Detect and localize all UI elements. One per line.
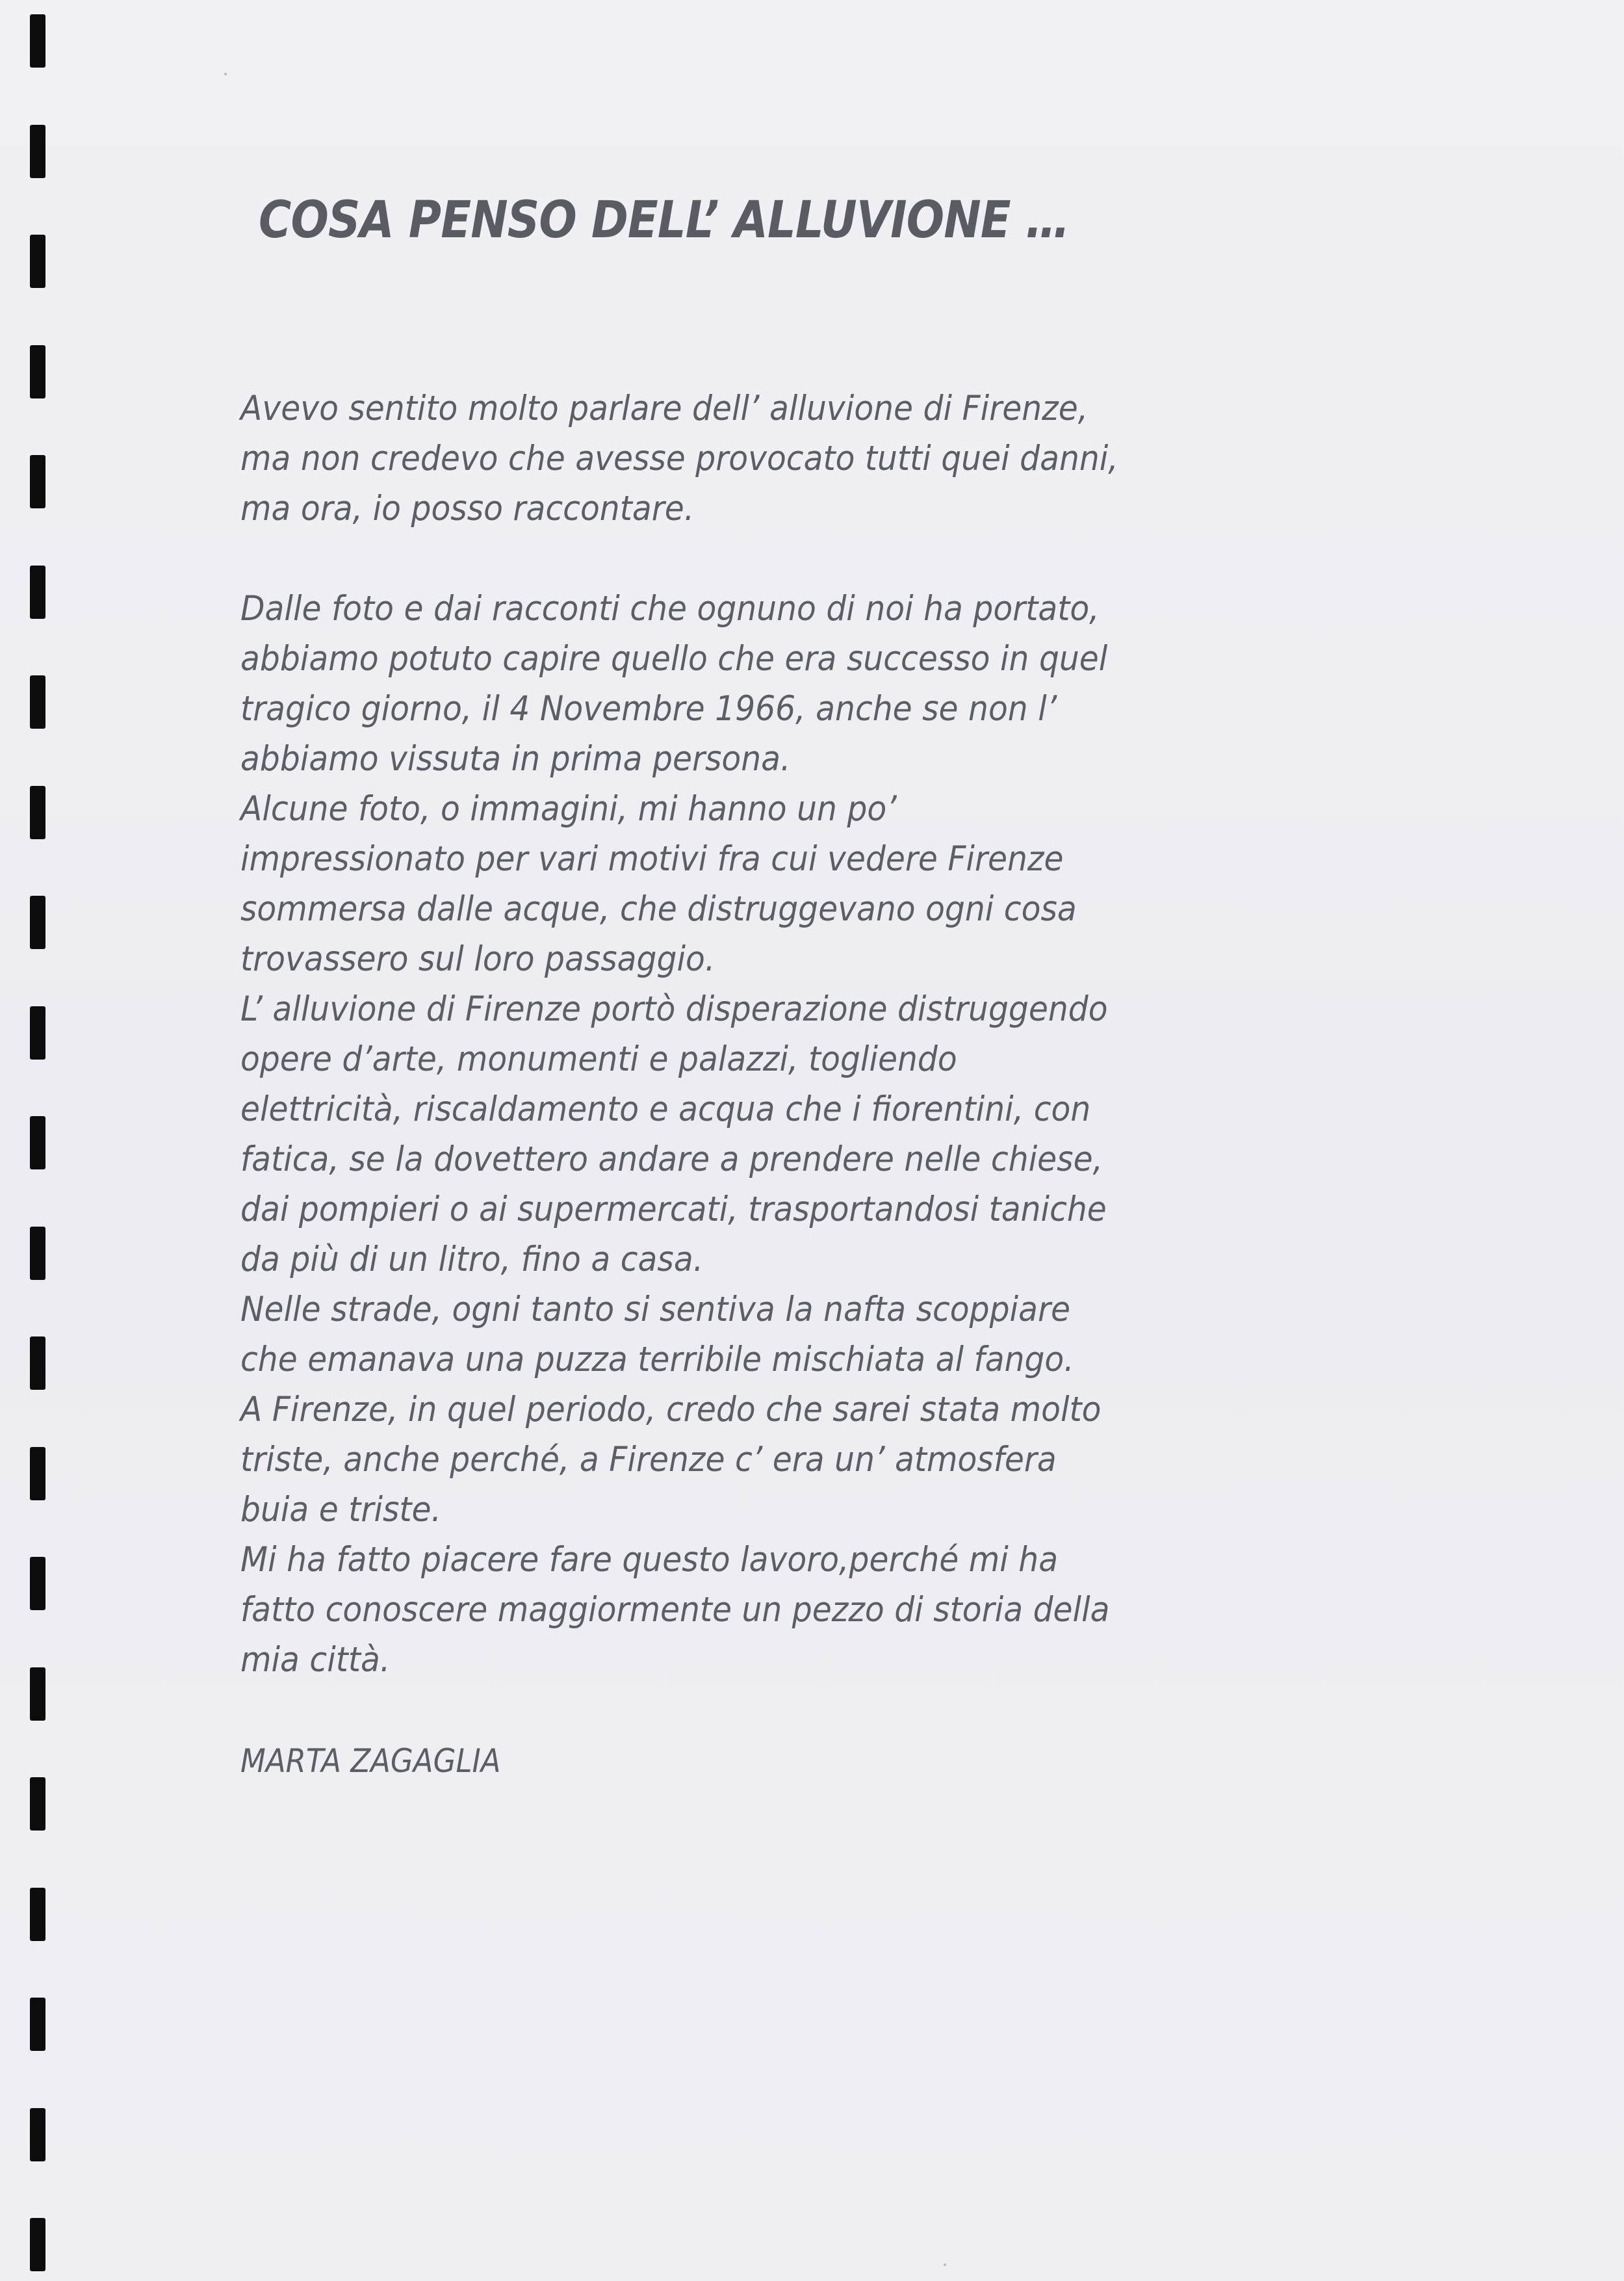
author-signature: MARTA ZAGAGLIA	[240, 1742, 501, 1780]
text-line: Nelle strade, ogni tanto si sentiva la nafta scoppiare	[240, 1290, 1071, 1329]
text-line: abbiamo vissuta in prima persona.	[240, 739, 791, 779]
binding-hole	[30, 345, 45, 398]
binding-hole	[30, 1998, 45, 2051]
text-line: ma non credevo che avesse provocato tutti quei danni,	[240, 439, 1118, 478]
binding-hole	[30, 1336, 45, 1390]
text-line: elettricità, riscaldamento e acqua che i fiorentini, con	[240, 1089, 1091, 1129]
text-line: impressionato per vari motivi fra cui vedere Firenze	[240, 839, 1064, 879]
binding-hole	[30, 1888, 45, 1941]
text-line: trovassero sul loro passaggio.	[240, 939, 715, 979]
text-line: fatica, se la dovettero andare a prendere nelle chiese,	[240, 1140, 1103, 1179]
binding-hole	[30, 1006, 45, 1060]
text-line: L’ alluvione di Firenze portò disperazione distruggendo	[240, 989, 1108, 1029]
text-line: ma ora, io posso raccontare.	[240, 489, 695, 528]
text-line: Avevo sentito molto parlare dell’ alluvione di Firenze,	[240, 389, 1089, 428]
binding-hole	[30, 1667, 45, 1721]
binding-hole	[30, 14, 45, 68]
binding-hole	[30, 1227, 45, 1280]
page-title: COSA PENSO DELL’ ALLUVIONE …	[259, 191, 1070, 250]
binding-hole	[30, 125, 45, 178]
binding-hole	[30, 566, 45, 619]
binding-hole	[30, 675, 45, 729]
paper-speck	[224, 73, 227, 75]
text-line: triste, anche perché, a Firenze c’ era un’ atmosfera	[240, 1440, 1057, 1479]
binding-hole	[30, 896, 45, 949]
binding-holes	[26, 0, 52, 2281]
text-line: mia città.	[240, 1640, 391, 1680]
text-line: opere d’arte, monumenti e palazzi, togliendo	[240, 1039, 957, 1079]
text-line: Mi ha fatto piacere fare questo lavoro,perché mi ha	[240, 1540, 1059, 1580]
text-line: Alcune foto, o immagini, mi hanno un po’	[240, 789, 897, 829]
text-line: da più di un litro, fino a casa.	[240, 1240, 704, 1279]
binding-hole	[30, 1116, 45, 1169]
text-line: tragico giorno, il 4 Novembre 1966, anche se non l’	[240, 689, 1057, 729]
binding-hole	[30, 2108, 45, 2161]
text-line: A Firenze, in quel periodo, credo che sarei stata molto	[240, 1390, 1102, 1429]
binding-hole	[30, 1777, 45, 1831]
text-line: buia e triste.	[240, 1490, 442, 1530]
binding-hole	[30, 455, 45, 508]
paper-speck	[944, 2263, 946, 2266]
document-body	[240, 384, 1376, 1685]
paragraph	[240, 384, 1376, 534]
binding-hole	[30, 2218, 45, 2271]
text-line: che emanava una puzza terribile mischiata al fango.	[240, 1340, 1074, 1379]
text-line: sommersa dalle acque, che distruggevano ogni cosa	[240, 889, 1077, 929]
text-line: fatto conoscere maggiormente un pezzo di storia della	[240, 1590, 1110, 1630]
paragraph-gap	[240, 534, 1376, 584]
binding-hole	[30, 1557, 45, 1610]
text-line: Dalle foto e dai racconti che ognuno di noi ha portato,	[240, 589, 1100, 629]
text-line: dai pompieri o ai supermercati, trasportandosi taniche	[240, 1190, 1107, 1229]
paragraph	[240, 584, 1376, 1685]
text-line: abbiamo potuto capire quello che era successo in quel	[240, 639, 1108, 679]
binding-hole	[30, 786, 45, 839]
binding-hole	[30, 1447, 45, 1500]
binding-hole	[30, 235, 45, 288]
